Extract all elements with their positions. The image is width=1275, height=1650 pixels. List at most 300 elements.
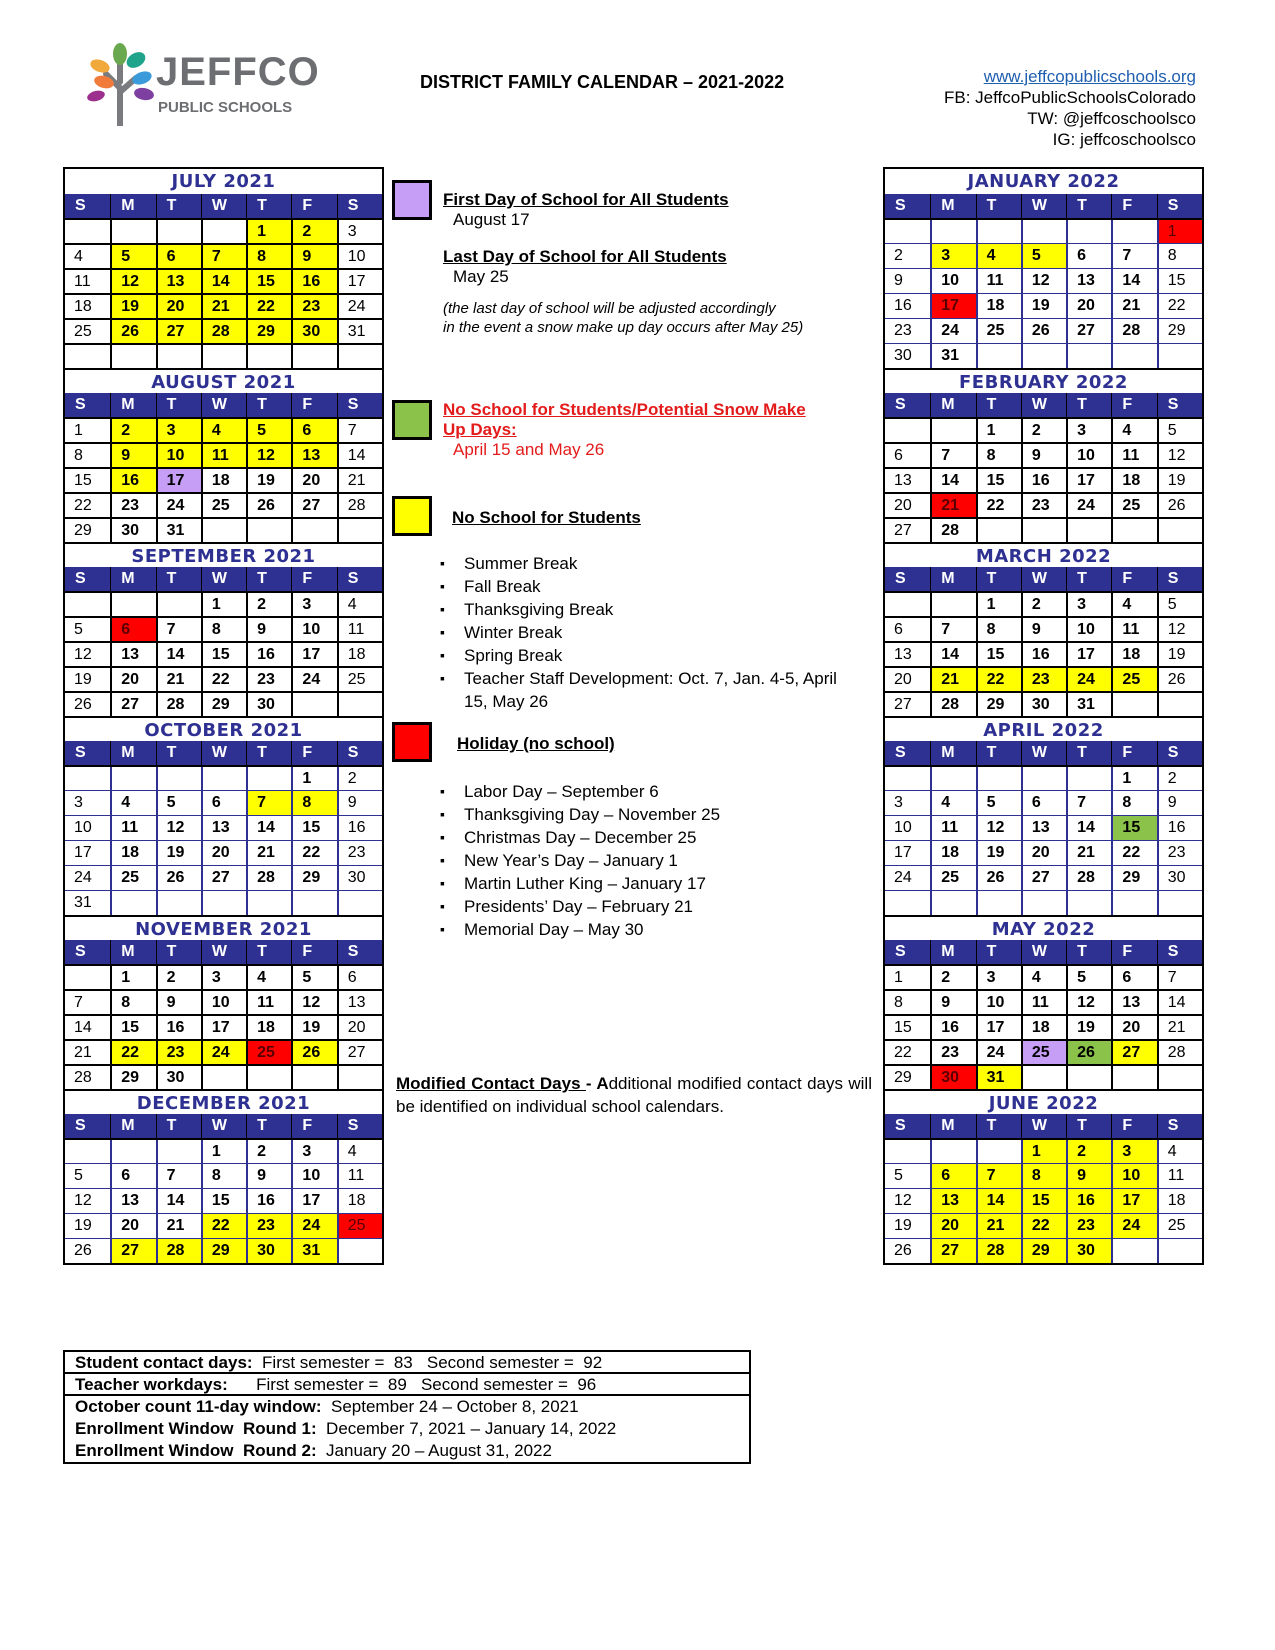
weekday-label: S: [895, 744, 906, 761]
week-row: [885, 1238, 1202, 1263]
day-cell: 25: [1021, 1041, 1066, 1064]
week-row: [65, 964, 382, 989]
student-contact-label: Student contact days:: [75, 1353, 253, 1372]
day-cell: 26: [291, 1041, 336, 1064]
week-row: [65, 1213, 382, 1238]
day-cell: 2: [110, 419, 155, 442]
first-day-date: August 17: [453, 210, 530, 229]
list-item: ▪ Labor Day – September 6: [440, 780, 840, 803]
weekday-label: M: [930, 567, 975, 591]
day-cell: 29: [1021, 1239, 1066, 1263]
week-row: [885, 840, 1202, 865]
weekday-label: T: [156, 194, 201, 218]
day-cell: 20: [201, 841, 246, 865]
empty-day-cell: [976, 344, 1021, 368]
week-row: [885, 641, 1202, 666]
weekday-label: T: [246, 393, 291, 417]
snow-days-dates: April 15 and May 26: [453, 440, 605, 459]
day-cell: 1: [1021, 1140, 1066, 1163]
empty-day-cell: [156, 1140, 201, 1163]
empty-day-cell: [976, 767, 1021, 790]
day-cell: 4: [930, 791, 975, 815]
day-cell: 28: [201, 320, 246, 343]
green-swatch: [392, 400, 432, 440]
weekday-label: W: [201, 567, 246, 591]
month-title: JULY 2021: [171, 171, 276, 192]
day-cell: 15: [976, 469, 1021, 492]
day-cell: 26: [1157, 668, 1202, 691]
day-cell: 5: [976, 791, 1021, 815]
day-cell: 12: [1157, 444, 1202, 467]
day-cell: 16: [1157, 816, 1202, 840]
day-cell: 25: [74, 323, 92, 340]
weekday-label: S: [1157, 741, 1202, 765]
day-cell: 19: [894, 1217, 912, 1234]
weekday-label: W: [201, 1114, 246, 1138]
empty-day-cell: [65, 345, 110, 368]
day-cell: 4: [337, 1140, 382, 1163]
day-cell: 21: [74, 1044, 92, 1061]
weekday-label: T: [976, 1114, 1021, 1138]
weekday-label: S: [1157, 1114, 1202, 1138]
day-cell: 1: [291, 767, 336, 790]
weekday-label: T: [246, 567, 291, 591]
day-cell: 1: [246, 220, 291, 243]
enrollment-round2-label: Enrollment Window Round 2:: [75, 1441, 317, 1460]
day-cell: 8: [976, 618, 1021, 641]
facebook-handle: FB: JeffcoPublicSchoolsColorado: [944, 88, 1196, 107]
day-cell: 2: [246, 593, 291, 616]
day-cell: 20: [894, 497, 912, 514]
week-row: [885, 442, 1202, 467]
weekday-label: S: [895, 1117, 906, 1134]
day-cell: 11: [1111, 444, 1156, 467]
day-cell: 12: [74, 1192, 92, 1209]
week-row: [885, 765, 1202, 790]
day-cell: 5: [894, 1167, 903, 1184]
empty-day-cell: [65, 220, 110, 243]
day-cell: 8: [110, 991, 155, 1014]
day-cell: 2: [1066, 1140, 1111, 1163]
day-cell: 29: [976, 693, 1021, 716]
logo-title: JEFFCO: [156, 50, 320, 94]
empty-day-cell: [201, 519, 246, 542]
empty-day-cell: [1157, 344, 1202, 368]
student-contact-value: First semester = 83 Second semester = 92: [252, 1353, 603, 1372]
week-row: [65, 1014, 382, 1039]
day-cell: 13: [894, 646, 912, 663]
empty-day-cell: [930, 593, 975, 616]
list-item: ▪ Thanksgiving Day – November 25: [440, 803, 840, 826]
empty-day-cell: [156, 891, 201, 915]
summary-box: [63, 1350, 751, 1464]
empty-day-cell: [1157, 693, 1202, 716]
day-cell: 1: [110, 966, 155, 989]
day-cell: 10: [291, 1164, 336, 1188]
empty-day-cell: [156, 593, 201, 616]
weekday-label: W: [1021, 194, 1066, 218]
day-cell: 21: [930, 668, 975, 691]
day-cell: 27: [1021, 866, 1066, 890]
day-cell: 13: [930, 1189, 975, 1213]
day-cell: 4: [1021, 966, 1066, 989]
day-cell: 7: [1111, 244, 1156, 268]
empty-day-cell: [291, 519, 336, 542]
day-cell: 1: [1157, 220, 1202, 243]
week-row: [65, 318, 382, 343]
empty-day-cell: [65, 1140, 110, 1163]
weekday-header-row: [885, 567, 1202, 591]
week-row: [885, 517, 1202, 542]
day-cell: 14: [976, 1189, 1021, 1213]
day-cell: 30: [291, 320, 336, 343]
week-row: [65, 218, 382, 243]
weekday-label: M: [110, 1114, 155, 1138]
month-title: OCTOBER 2021: [65, 716, 382, 741]
empty-day-cell: [337, 1066, 382, 1089]
day-cell: 3: [1066, 593, 1111, 616]
day-cell: 10: [156, 444, 201, 467]
day-cell: 11: [1157, 1164, 1202, 1188]
weekday-label: W: [201, 940, 246, 964]
day-cell: 27: [1111, 1041, 1156, 1064]
empty-day-cell: [1066, 344, 1111, 368]
day-cell: 10: [976, 991, 1021, 1014]
day-cell: 31: [337, 320, 382, 343]
day-cell: 5: [74, 1167, 83, 1184]
day-cell: 30: [894, 347, 912, 364]
empty-day-cell: [1021, 220, 1066, 243]
weekday-header-row: [65, 741, 382, 765]
day-cell: 27: [201, 866, 246, 890]
weekday-label: F: [1111, 567, 1156, 591]
weekday-label: F: [291, 741, 336, 765]
day-cell: 6: [1021, 791, 1066, 815]
weekday-label: S: [895, 570, 906, 587]
holiday-title: Holiday (no school): [457, 734, 615, 753]
day-cell: 5: [110, 245, 155, 268]
day-cell: 4: [110, 791, 155, 815]
empty-day-cell: [201, 891, 246, 915]
week-row: [885, 1138, 1202, 1163]
day-cell: 22: [201, 668, 246, 691]
day-cell: 14: [930, 469, 975, 492]
day-cell: 11: [930, 816, 975, 840]
day-cell: 7: [246, 791, 291, 815]
day-cell: 4: [1111, 419, 1156, 442]
day-cell: 27: [1066, 319, 1111, 343]
week-row: [65, 691, 382, 716]
day-cell: 24: [156, 494, 201, 517]
empty-day-cell: [1066, 1066, 1111, 1089]
weekday-label: W: [201, 393, 246, 417]
no-school-title: No School for Students: [452, 508, 641, 527]
weekday-label: F: [1111, 1114, 1156, 1138]
day-cell: 3: [291, 1140, 336, 1163]
weekday-label: S: [1157, 194, 1202, 218]
weekday-header-row: [65, 1114, 382, 1138]
day-cell: 17: [1066, 469, 1111, 492]
empty-day-cell: [1021, 767, 1066, 790]
holiday-list: [440, 780, 840, 941]
day-cell: 17: [1066, 643, 1111, 666]
empty-day-cell: [201, 1066, 246, 1089]
week-row: [885, 616, 1202, 641]
day-cell: 6: [1066, 244, 1111, 268]
day-cell: 27: [156, 320, 201, 343]
day-cell: 23: [337, 841, 382, 865]
day-cell: 26: [894, 1242, 912, 1259]
day-cell: 18: [976, 294, 1021, 318]
weekday-label: S: [1157, 567, 1202, 591]
week-row: [65, 1138, 382, 1163]
month-title: MAY 2022: [885, 915, 1202, 940]
empty-day-cell: [1157, 1239, 1202, 1263]
day-cell: 23: [1066, 1214, 1111, 1238]
day-cell: 15: [74, 472, 92, 489]
day-cell: 27: [930, 1239, 975, 1263]
day-cell: 16: [337, 816, 382, 840]
week-row: [885, 989, 1202, 1014]
weekday-label: T: [1066, 741, 1111, 765]
day-cell: 21: [1157, 1016, 1202, 1039]
day-cell: 3: [201, 966, 246, 989]
day-cell: 21: [156, 1214, 201, 1238]
day-cell: 20: [291, 469, 336, 492]
day-cell: 7: [1157, 966, 1202, 989]
modified-dash: -: [585, 1074, 597, 1093]
day-cell: 16: [1021, 469, 1066, 492]
day-cell: 22: [246, 295, 291, 318]
legend-first-last-day: [443, 190, 923, 337]
day-cell: 20: [110, 1214, 155, 1238]
day-cell: 28: [246, 866, 291, 890]
day-cell: 31: [930, 344, 975, 368]
day-cell: 7: [201, 245, 246, 268]
day-cell: 2: [1021, 593, 1066, 616]
day-cell: 6: [930, 1164, 975, 1188]
day-cell: 7: [337, 419, 382, 442]
month-november: [65, 915, 382, 1089]
weekday-header-row: [65, 567, 382, 591]
weekday-label: F: [1111, 194, 1156, 218]
day-cell: 24: [1066, 494, 1111, 517]
day-cell: 19: [976, 841, 1021, 865]
empty-day-cell: [110, 1140, 155, 1163]
week-row: [885, 591, 1202, 616]
modified-initial: A: [596, 1074, 609, 1093]
day-cell: 30: [110, 519, 155, 542]
week-row: [885, 417, 1202, 442]
day-cell: 30: [1157, 866, 1202, 890]
day-cell: 1: [976, 593, 1021, 616]
week-row: [65, 865, 382, 890]
day-cell: 23: [1021, 494, 1066, 517]
weekday-label: T: [156, 567, 201, 591]
day-cell: 25: [110, 866, 155, 890]
day-cell: 19: [156, 841, 201, 865]
empty-day-cell: [976, 519, 1021, 542]
website-link[interactable]: www.jeffcopublicschools.org: [983, 67, 1196, 86]
first-day-title: First Day of School for All Students: [443, 190, 729, 209]
empty-day-cell: [1157, 519, 1202, 542]
weekday-label: M: [110, 567, 155, 591]
empty-day-cell: [246, 767, 291, 790]
day-cell: 25: [1157, 1214, 1202, 1238]
weekday-header-row: [65, 940, 382, 964]
weekday-label: M: [930, 940, 975, 964]
week-row: [65, 1188, 382, 1213]
teacher-workdays-value: First semester = 89 Second semester = 96: [227, 1375, 597, 1394]
day-cell: 3: [337, 220, 382, 243]
weekday-label: T: [1066, 567, 1111, 591]
weekday-label: T: [1066, 1114, 1111, 1138]
modified-contact-title: Modified Contact Days: [396, 1074, 586, 1093]
week-row: [65, 790, 382, 815]
day-cell: 2: [337, 767, 382, 790]
weekday-label: W: [201, 194, 246, 218]
weekday-label: W: [1021, 741, 1066, 765]
week-row: [65, 1039, 382, 1064]
day-cell: 6: [156, 245, 201, 268]
weekday-label: S: [75, 744, 86, 761]
day-cell: 22: [1021, 1214, 1066, 1238]
weekday-label: S: [337, 940, 382, 964]
empty-day-cell: [110, 220, 155, 243]
weekday-label: M: [930, 1114, 975, 1138]
last-day-note-line2: in the event a snow make up day occurs after May 25): [443, 319, 804, 336]
day-cell: 28: [930, 693, 975, 716]
day-cell: 8: [1157, 244, 1202, 268]
weekday-label: T: [156, 940, 201, 964]
empty-day-cell: [976, 1140, 1021, 1163]
list-item: ▪ Summer Break: [440, 552, 840, 575]
month-september: [65, 542, 382, 716]
weekday-header-row: [65, 194, 382, 218]
day-cell: 17: [201, 1016, 246, 1039]
month-march: [885, 542, 1202, 716]
day-cell: 18: [201, 469, 246, 492]
month-july: [65, 169, 382, 368]
day-cell: 16: [1066, 1189, 1111, 1213]
day-cell: 22: [110, 1041, 155, 1064]
day-cell: 10: [1066, 444, 1111, 467]
day-cell: 12: [156, 816, 201, 840]
month-title: SEPTEMBER 2021: [65, 542, 382, 567]
day-cell: 26: [110, 320, 155, 343]
week-row: [65, 243, 382, 268]
day-cell: 16: [246, 1189, 291, 1213]
day-cell: 15: [110, 1016, 155, 1039]
list-item: ▪ Winter Break: [440, 621, 840, 644]
day-cell: 30: [930, 1066, 975, 1089]
empty-day-cell: [156, 220, 201, 243]
day-cell: 8: [976, 444, 1021, 467]
day-cell: 5: [74, 621, 83, 638]
weekday-label: F: [1111, 393, 1156, 417]
october-count-label: October count 11-day window:: [75, 1397, 322, 1416]
day-cell: 18: [110, 841, 155, 865]
day-cell: 24: [74, 869, 92, 886]
weekday-label: W: [1021, 940, 1066, 964]
day-cell: 7: [156, 1164, 201, 1188]
day-cell: 30: [246, 693, 291, 716]
week-row: [65, 989, 382, 1014]
month-title: MARCH 2022: [885, 542, 1202, 567]
empty-day-cell: [930, 220, 975, 243]
snow-days-title-line2: Up Days:: [443, 420, 517, 439]
day-cell: 3: [894, 794, 903, 811]
october-count-value: September 24 – October 8, 2021: [321, 1397, 579, 1416]
day-cell: 15: [291, 816, 336, 840]
day-cell: 2: [930, 966, 975, 989]
empty-day-cell: [337, 1239, 382, 1263]
day-cell: 9: [110, 444, 155, 467]
day-cell: 14: [1157, 991, 1202, 1014]
day-cell: 12: [976, 816, 1021, 840]
week-row: [885, 1163, 1202, 1188]
month-title: NOVEMBER 2021: [65, 915, 382, 940]
weekday-label: T: [246, 1114, 291, 1138]
day-cell: 29: [201, 693, 246, 716]
instagram-handle: IG: jeffcoschoolsco: [1052, 130, 1196, 149]
day-cell: 14: [246, 816, 291, 840]
day-cell: 23: [930, 1041, 975, 1064]
snow-days-title-line1: No School for Students/Potential Snow Make: [443, 400, 806, 419]
day-cell: 24: [201, 1041, 246, 1064]
day-cell: 27: [894, 696, 912, 713]
day-cell: 20: [894, 671, 912, 688]
day-cell: 17: [894, 844, 912, 861]
day-cell: 23: [291, 295, 336, 318]
day-cell: 24: [291, 668, 336, 691]
enrollment-round1-value: December 7, 2021 – January 14, 2022: [316, 1419, 617, 1438]
day-cell: 3: [74, 794, 83, 811]
month-may: [885, 915, 1202, 1089]
contact-info: [944, 66, 1196, 150]
teacher-workdays-label: Teacher workdays:: [75, 1375, 228, 1394]
month-june: [885, 1089, 1202, 1263]
weekday-label: M: [930, 741, 975, 765]
weekday-label: T: [246, 194, 291, 218]
week-row: [65, 492, 382, 517]
day-cell: 20: [930, 1214, 975, 1238]
day-cell: 30: [337, 866, 382, 890]
day-cell: 18: [1111, 469, 1156, 492]
list-item: ▪ Christmas Day – December 25: [440, 826, 840, 849]
day-cell: 9: [246, 1164, 291, 1188]
day-cell: 17: [337, 270, 382, 293]
day-cell: 14: [930, 643, 975, 666]
weekday-label: T: [976, 567, 1021, 591]
day-cell: 6: [201, 791, 246, 815]
day-cell: 11: [1021, 991, 1066, 1014]
day-cell: 11: [1111, 618, 1156, 641]
empty-day-cell: [110, 891, 155, 915]
week-row: [65, 442, 382, 467]
weekday-label: F: [291, 393, 336, 417]
day-cell: 30: [1021, 693, 1066, 716]
day-cell: 26: [976, 866, 1021, 890]
week-row: [885, 815, 1202, 840]
weekday-label: S: [1157, 940, 1202, 964]
day-cell: 11: [337, 1164, 382, 1188]
day-cell: 25: [246, 1041, 291, 1064]
list-item: ▪ Memorial Day – May 30: [440, 918, 840, 941]
day-cell: 1: [201, 1140, 246, 1163]
day-cell: 16: [930, 1016, 975, 1039]
tree-icon: [86, 42, 156, 126]
